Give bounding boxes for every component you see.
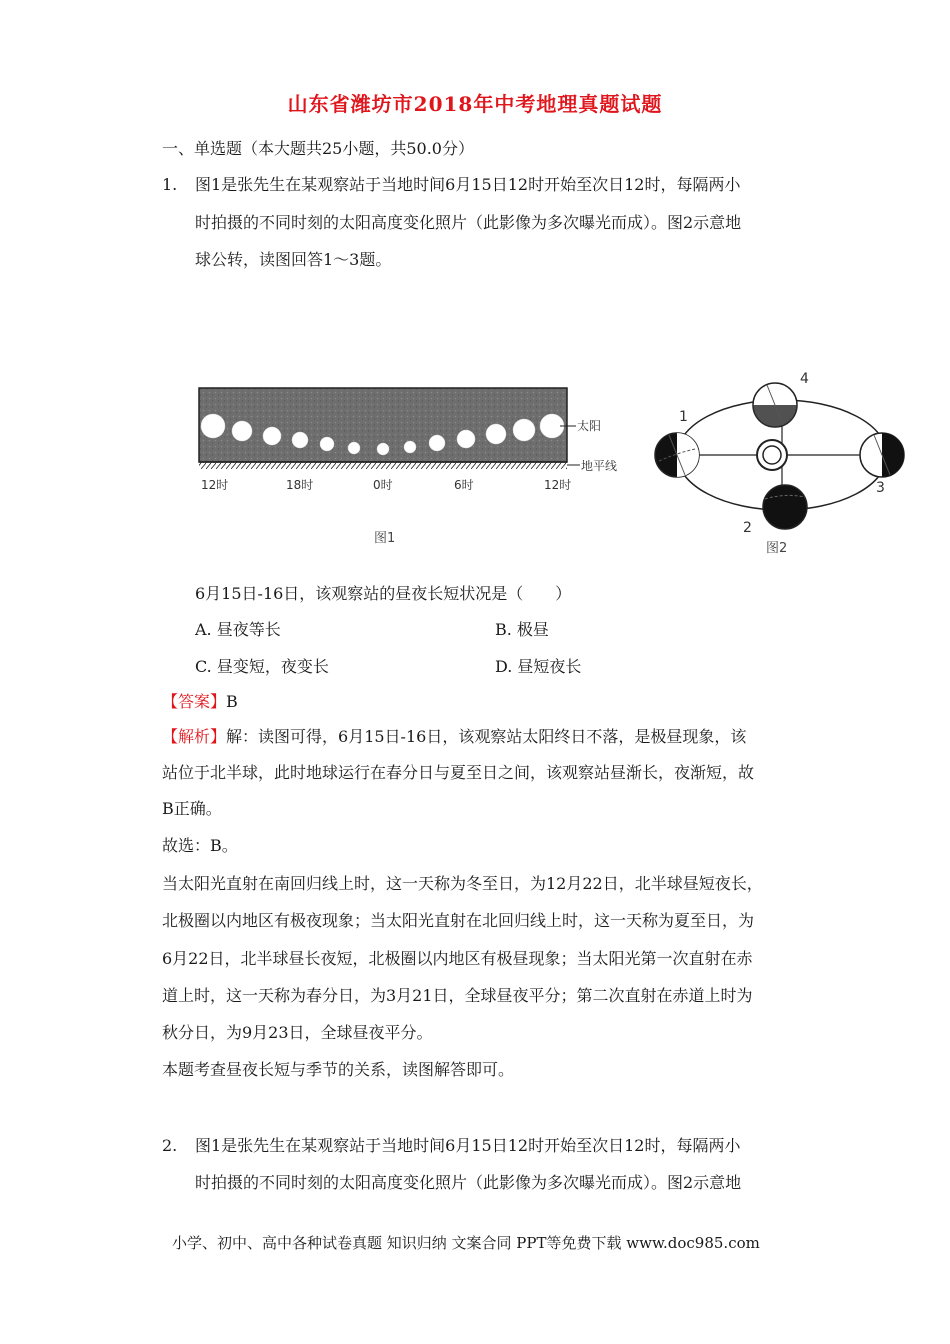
earth-position-2: [763, 485, 807, 529]
tick-label: 18时: [286, 478, 314, 492]
note-line: 道上时，这一天称为春分日，为3月21日，全球昼夜平分；第二次直射在赤道上时为: [162, 986, 753, 1005]
sun-4h: [429, 435, 445, 451]
analysis-tag: 【解析】: [162, 727, 227, 746]
answer-line: [162, 692, 238, 712]
sun-22h: [348, 442, 360, 454]
page-title: 山东省潍坊市2018年中考地理真题试题: [287, 92, 663, 116]
option-d: D. 昼短夜长: [495, 657, 582, 676]
tick-label: 0时: [373, 478, 393, 492]
sun-16h: [263, 427, 281, 445]
ground-hatch: [199, 462, 567, 469]
option-b: B. 极昼: [495, 620, 549, 639]
note-line: 秋分日，为9月23日，全球昼夜平分。: [162, 1023, 433, 1042]
option-a: A. 昼夜等长: [195, 620, 281, 639]
position-label: 1: [679, 409, 688, 425]
section-heading: 一、单选题（本大题共25小题，共50.0分）: [162, 139, 474, 158]
earth-position-4: [753, 383, 797, 427]
option-c: C. 昼变短，夜变长: [195, 657, 329, 676]
question-2-stem-line: 时拍摄的不同时刻的太阳高度变化照片（此影像为多次曝光而成）。图2示意地: [195, 1173, 742, 1192]
answer-tag: 【答案】: [162, 692, 227, 711]
position-label: 3: [876, 480, 885, 496]
figure-1-label: 图1: [374, 531, 396, 546]
note-line: 当太阳光直射在南回归线上时，这一天称为冬至日，为12月22日，北半球昼短夜长，: [162, 874, 763, 893]
position-label: 2: [743, 520, 752, 536]
tick-label: 12时: [201, 478, 229, 492]
sun-12h: [201, 414, 225, 438]
sun-0h: [377, 443, 389, 455]
sun-6h: [457, 430, 475, 448]
analysis-line: [162, 727, 746, 747]
analysis-line: 站位于北半球，此时地球运行在春分日与夏至日之间，该观察站昼渐长，夜渐短，故: [162, 763, 755, 782]
note-line: 北极圈以内地区有极夜现象；当太阳光直射在北回归线上时，这一天称为夏至日，为: [162, 911, 755, 930]
note-line: 6月22日，北半球昼长夜短，北极圈以内地区有极昼现象；当太阳光第一次直射在赤: [162, 949, 753, 968]
sun-2h: [404, 441, 416, 453]
sun-8h: [486, 424, 506, 444]
sun-14h: [232, 421, 252, 441]
summary-line: 本题考查昼夜长短与季节的关系，读图解答即可。: [162, 1060, 515, 1079]
figure-1: [196, 385, 636, 555]
horizon-label: 地平线: [581, 459, 618, 473]
position-label: 4: [800, 371, 809, 387]
figure-2: [645, 365, 935, 565]
page-footer: 小学、初中、高中各种试卷真题 知识归纳 文案合同 PPT等免费下载 www.doc985.com: [172, 1234, 760, 1252]
question-1-stem-line: 时拍摄的不同时刻的太阳高度变化照片（此影像为多次曝光而成）。图2示意地: [195, 213, 742, 232]
sun-18h: [292, 432, 308, 448]
figure-2-label: 图2: [766, 541, 788, 556]
sun-20h: [320, 437, 334, 451]
analysis-line: B正确。: [162, 799, 222, 818]
question-2-stem-line: 图1是张先生在某观察站于当地时间6月15日12时开始至次日12时，每隔两小: [195, 1136, 741, 1155]
analysis-text: 解：读图可得，6月15日-16日，该观察站太阳终日不落，是极昼现象，该: [226, 727, 747, 746]
question-1-stem-line: 图1是张先生在某观察站于当地时间6月15日12时开始至次日12时，每隔两小: [195, 175, 741, 194]
tick-label: 12时: [544, 478, 572, 492]
choice-line: 故选：B。: [162, 836, 238, 855]
question-2-number: 2.: [162, 1136, 178, 1155]
tick-label: 6时: [454, 478, 474, 492]
question-1-stem-line: 球公转，读图回答1～3题。: [195, 250, 392, 269]
question-1-number: 1.: [162, 175, 178, 194]
sun-10h: [513, 419, 535, 441]
earth-position-3: [860, 433, 904, 477]
question-1-prompt: 6月15日-16日，该观察站的昼夜长短状况是（ ）: [195, 584, 572, 603]
answer-value: B: [226, 692, 238, 711]
earth-position-1: [655, 433, 699, 477]
sun-label: 太阳: [577, 419, 602, 433]
